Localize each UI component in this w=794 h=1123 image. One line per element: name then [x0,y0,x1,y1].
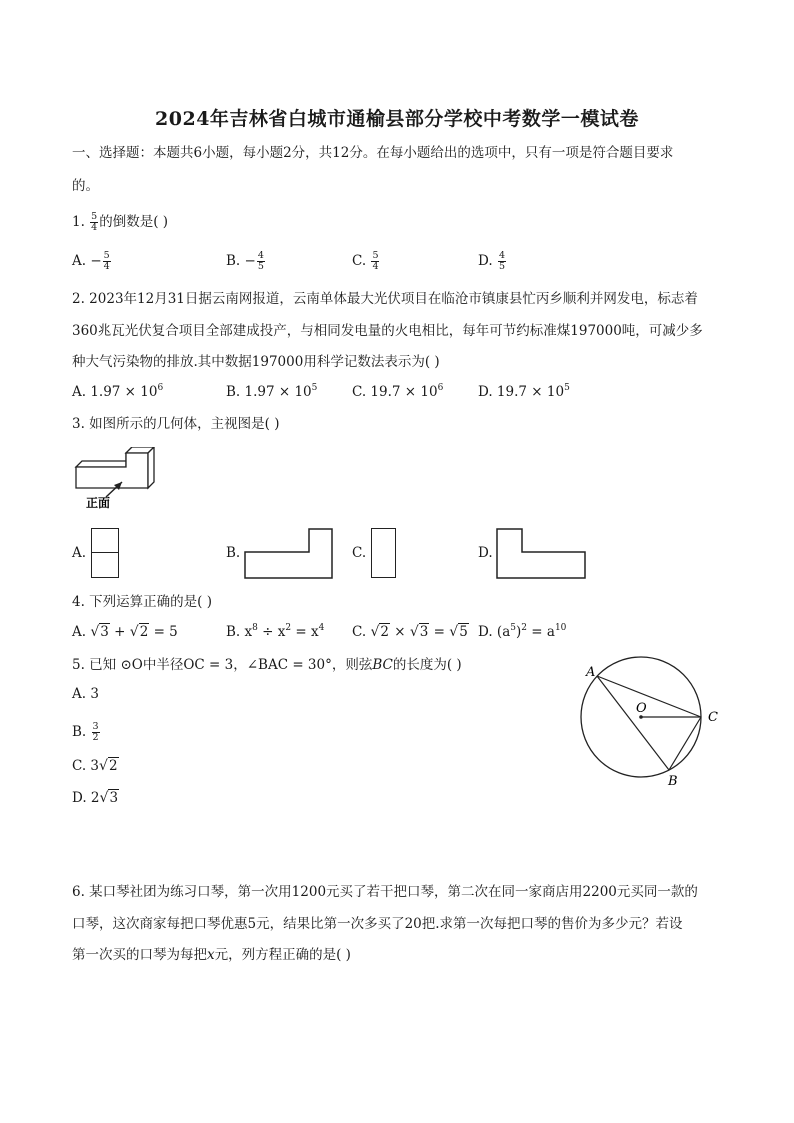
q2-option-c[interactable]: C. $19.7 \times 10^6$ [352,383,444,400]
question-6-cont: 口琴，这次商家每把口琴优惠5元，结果比第一次多买了20把.求第一次每把口琴的售价为多少元？若设 [72,916,683,932]
q4-option-d[interactable]: D. $(a^5)^2 = a^{10}$ [478,623,567,640]
q5-option-b[interactable]: B. $\frac{3}{2}$ [72,721,99,743]
question-4: 4. 下列运算正确的是( ) [72,594,212,610]
q1-option-b[interactable]: B. − $\frac{4}{5}$ [226,250,264,272]
point-a-label: A [586,665,596,680]
q3-option-c[interactable]: C. [352,545,367,561]
q2-option-a[interactable]: A. $1.97 \times 10^6$ [72,383,164,400]
q3-option-b-figure[interactable] [244,528,334,580]
q3-option-c-figure[interactable] [371,528,396,578]
question-2-cont: 360兆瓦光伏复合项目全部建成投产，与相同发电量的火电相比，每年可节约标准煤197000吨，可减少多 [72,323,703,339]
q5-option-d[interactable]: D. 2√3 [72,790,119,806]
solid-front [76,453,148,488]
q4-option-b[interactable]: B. $x^8 \div x^2 = x^4$ [226,623,325,640]
q1-option-c[interactable]: C. $\frac{5}{4}$ [352,250,379,272]
front-label: 正面 [86,496,111,510]
q3-option-d-figure[interactable] [496,528,588,580]
section-header: 一、选择题：本题共6小题，每小题2分，共12分。在每小题给出的选项中，只有一项是符合题目要求 [72,145,674,161]
q2-option-d[interactable]: D. $19.7 \times 10^5$ [478,383,570,400]
q3-option-b[interactable]: B. [226,545,241,561]
question-3: 3. 如图所示的几何体，主视图是( ) [72,416,280,432]
question-5: 5. 已知 ⊙O中半径OC = 3，∠BAC = 30°，则弦BC的长度为( ) [72,657,462,673]
chord-bc [669,717,701,770]
q5-circle-diagram [578,656,728,791]
q3-solid-figure [72,447,162,515]
q5-option-a[interactable]: A. 3 [72,686,99,702]
question-1: 1. $\frac{5}{4}$ 的倒数是( ) [72,211,169,233]
q1-option-d[interactable]: D. $\frac{4}{5}$ [478,250,505,272]
question-2: 2. 2023年12月31日据云南网报道，云南单体最大光伏项目在临沧市镇康县忙丙乡顺利并网发电，标志着 [72,291,698,307]
page-title: 2024年吉林省白城市通榆县部分学校中考数学一模试卷 [155,108,639,130]
question-6-cont2: 第一次买的口琴为每把x元，列方程正确的是( ) [72,947,351,963]
q1-fraction: $\frac{5}{4}$ [91,211,98,233]
question-6: 6. 某口琴社团为练习口琴，第一次用1200元买了若干把口琴，第二次在同一家商店用2200元买同一款的 [72,884,698,900]
q4-option-a[interactable]: A. √3 + √2 = 5 [72,624,178,640]
q3-option-d[interactable]: D. [478,545,493,561]
q3-option-a[interactable]: A. [72,545,87,561]
solid-side [148,447,154,488]
question-2-cont2: 种大气污染物的排放.其中数据197000用科学记数法表示为( ) [72,354,440,370]
q2-option-b[interactable]: B. $1.97 \times 10^5$ [226,383,318,400]
point-o-label: O [636,701,647,716]
q5-option-c[interactable]: C. 3√2 [72,758,118,774]
q4-option-c[interactable]: C. √2 × √3 = √5 [352,624,468,640]
solid-top-left [76,461,132,467]
q3-option-a-figure[interactable] [91,528,119,578]
section-header-cont: 的。 [72,178,99,194]
q1-option-a[interactable]: A. − $\frac{5}{4}$ [72,250,110,272]
point-b-label: B [668,774,678,789]
point-c-label: C [708,710,718,725]
